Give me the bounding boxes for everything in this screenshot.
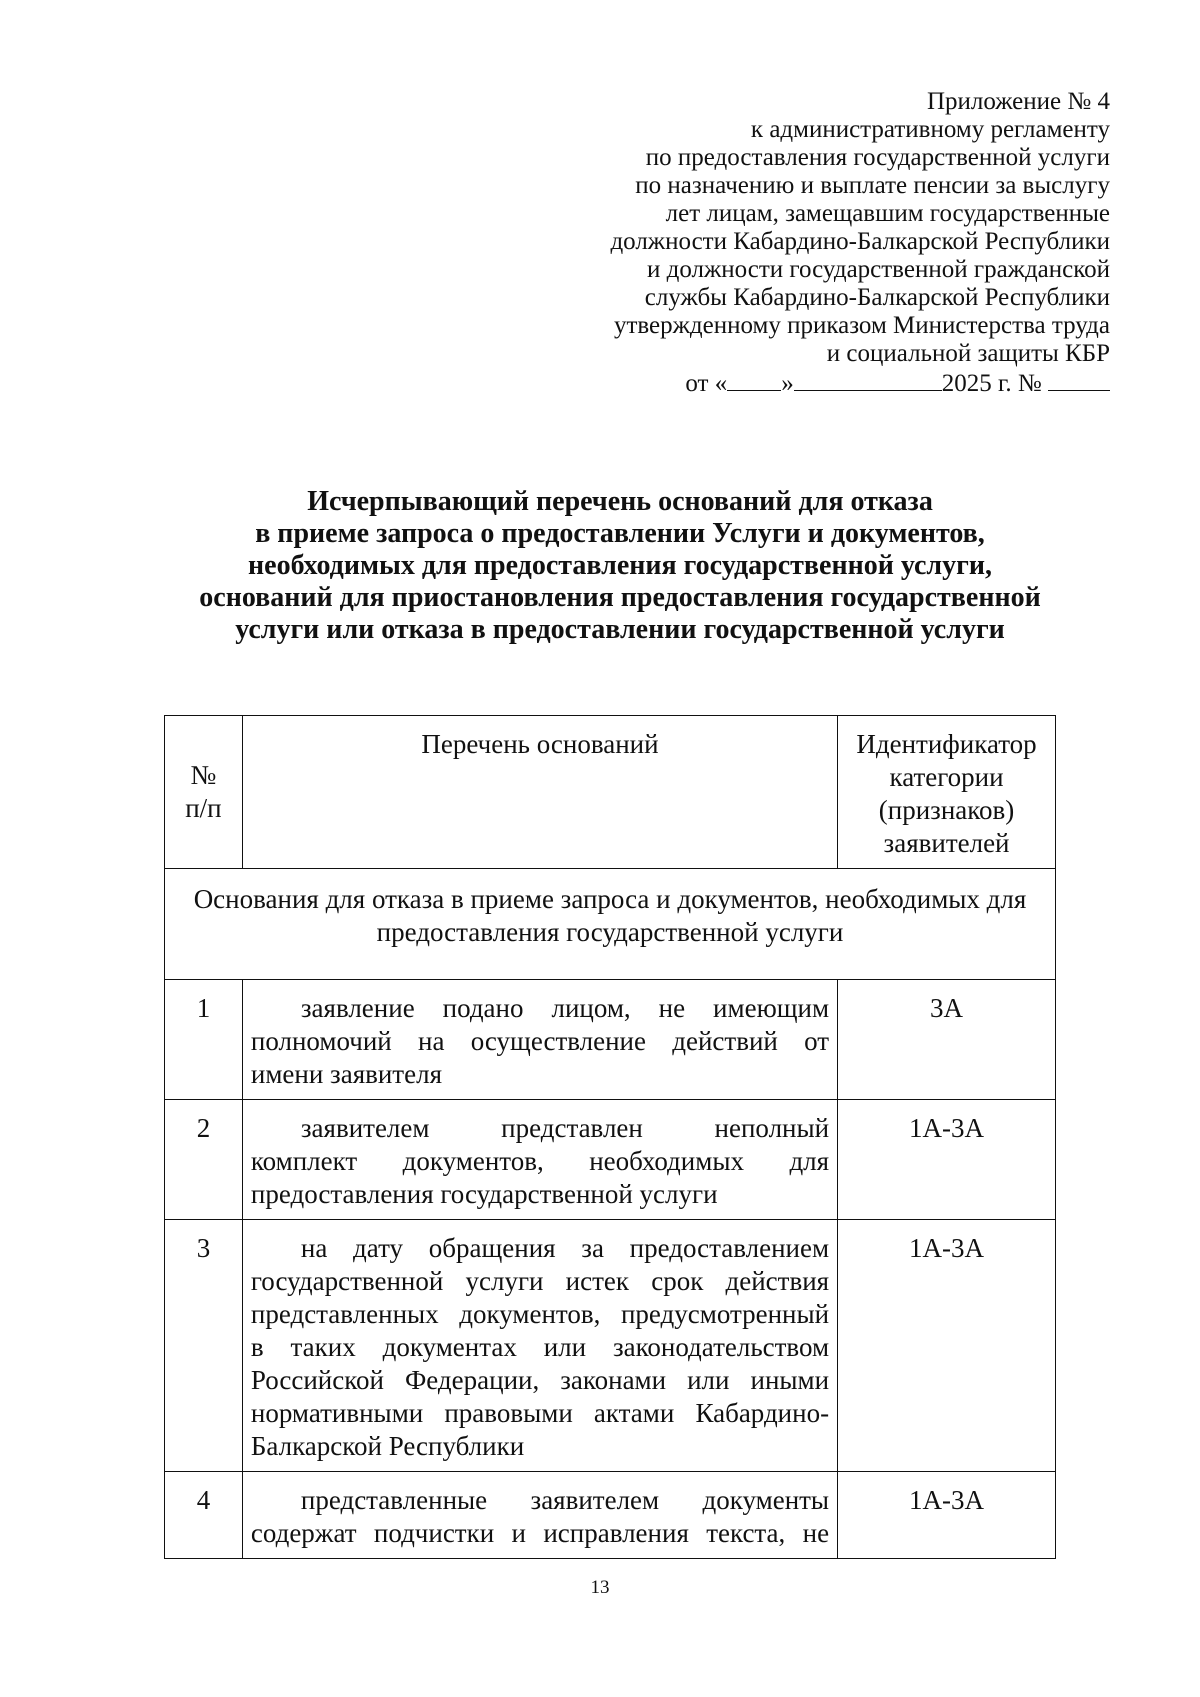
appendix-line: службы Кабардино-Балкарской Республики — [644, 284, 1110, 311]
section-heading-line: предоставления государственной услуги — [376, 917, 844, 947]
appendix-line: и должности государственной гражданской — [646, 256, 1110, 283]
header-number — [165, 716, 243, 869]
row-identifier: 3А — [838, 980, 1056, 1100]
title-line: в приеме запроса о предоставлении Услуги и документов, — [255, 518, 985, 549]
section-heading-line: Основания для отказа в приеме запроса и документов, необходимых для — [193, 884, 1027, 914]
month-blank — [794, 368, 942, 391]
ground-text-line: содержат подчистки и исправления текста, не — [250, 1518, 830, 1548]
appendix-line: Приложение № 4 — [926, 88, 1110, 115]
section-heading — [165, 869, 1056, 980]
ground-text-line: нормативными правовыми актами Кабардино- — [250, 1398, 830, 1428]
grounds-table — [164, 715, 1056, 1559]
title-line: Исчерпывающий перечень оснований для отказа — [307, 486, 933, 517]
header-number-symbol: № — [190, 760, 217, 790]
row-number: 2 — [165, 1100, 243, 1220]
document-title — [160, 486, 1080, 646]
ground-text-line: Балкарской Республики — [250, 1431, 525, 1461]
date-mid: » — [781, 370, 794, 397]
row-identifier: 1А-3А — [838, 1100, 1056, 1220]
header-identifier-line: Идентификатор — [856, 729, 1037, 759]
header-identifier-line: (признаков) — [878, 795, 1015, 825]
ground-text-line: комплект документов, необходимых для — [250, 1146, 830, 1176]
page-number: 13 — [590, 1577, 610, 1598]
appendix-line: по назначению и выплате пенсии за выслугу — [635, 172, 1110, 199]
row-identifier: 1А-3А — [838, 1220, 1056, 1472]
ground-text-line: полномочий на осуществление действий от — [250, 1026, 830, 1056]
appendix-line: должности Кабардино-Балкарской Республики — [610, 228, 1110, 255]
appendix-line: к административному регламенту — [750, 116, 1110, 143]
header-number-label: п/п — [185, 793, 222, 823]
row-ground-text — [242, 1472, 837, 1559]
appendix-line: и социальной защиты КБР — [826, 340, 1110, 367]
ground-text-line: государственной услуги истек срок действия — [250, 1266, 830, 1296]
title-line: необходимых для предоставления государственной услуги, — [248, 550, 992, 581]
ground-text-line: имени заявителя — [250, 1059, 442, 1089]
section-row — [165, 869, 1056, 980]
number-blank — [1048, 368, 1110, 391]
approval-date-line — [550, 368, 1110, 398]
row-number: 4 — [165, 1472, 243, 1559]
table-row — [165, 1472, 1056, 1559]
row-ground-text — [242, 1220, 837, 1472]
title-line: услуги или отказа в предоставлении государственной услуги — [235, 614, 1005, 645]
day-blank — [727, 368, 781, 391]
table-header-row — [165, 716, 1056, 869]
table-row — [165, 1220, 1056, 1472]
table-row — [165, 980, 1056, 1100]
table-row — [165, 1100, 1056, 1220]
header-identifier — [838, 716, 1056, 869]
ground-text-line: представленные заявителем документы — [300, 1485, 830, 1515]
row-number: 1 — [165, 980, 243, 1100]
date-year: 2025 г. № — [941, 370, 1042, 397]
appendix-header — [550, 88, 1110, 398]
row-ground-text — [242, 980, 837, 1100]
header-grounds: Перечень оснований — [242, 716, 837, 869]
date-prefix: от « — [685, 370, 728, 397]
appendix-line: по предоставления государственной услуги — [645, 144, 1110, 171]
title-line: оснований для приостановления предоставления государственной — [199, 582, 1041, 613]
ground-text-line: Российской Федерации, законами или иными — [250, 1365, 830, 1395]
ground-text-line: на дату обращения за предоставлением — [300, 1233, 830, 1263]
ground-text-line: заявителем представлен неполный — [300, 1113, 830, 1143]
appendix-line: лет лицам, замещавшим государственные — [665, 200, 1110, 227]
row-identifier: 1А-3А — [838, 1472, 1056, 1559]
ground-text-line: представленных документов, предусмотренный — [250, 1299, 830, 1329]
appendix-line: утвержденному приказом Министерства труда — [613, 312, 1110, 339]
ground-text-line: заявление подано лицом, не имеющим — [300, 993, 830, 1023]
ground-text-line: в таких документах или законодательством — [250, 1332, 830, 1362]
row-number: 3 — [165, 1220, 243, 1472]
header-identifier-line: категории — [889, 762, 1004, 792]
row-ground-text — [242, 1100, 837, 1220]
ground-text-line: предоставления государственной услуги — [250, 1179, 718, 1209]
header-identifier-line: заявителей — [883, 828, 1010, 858]
